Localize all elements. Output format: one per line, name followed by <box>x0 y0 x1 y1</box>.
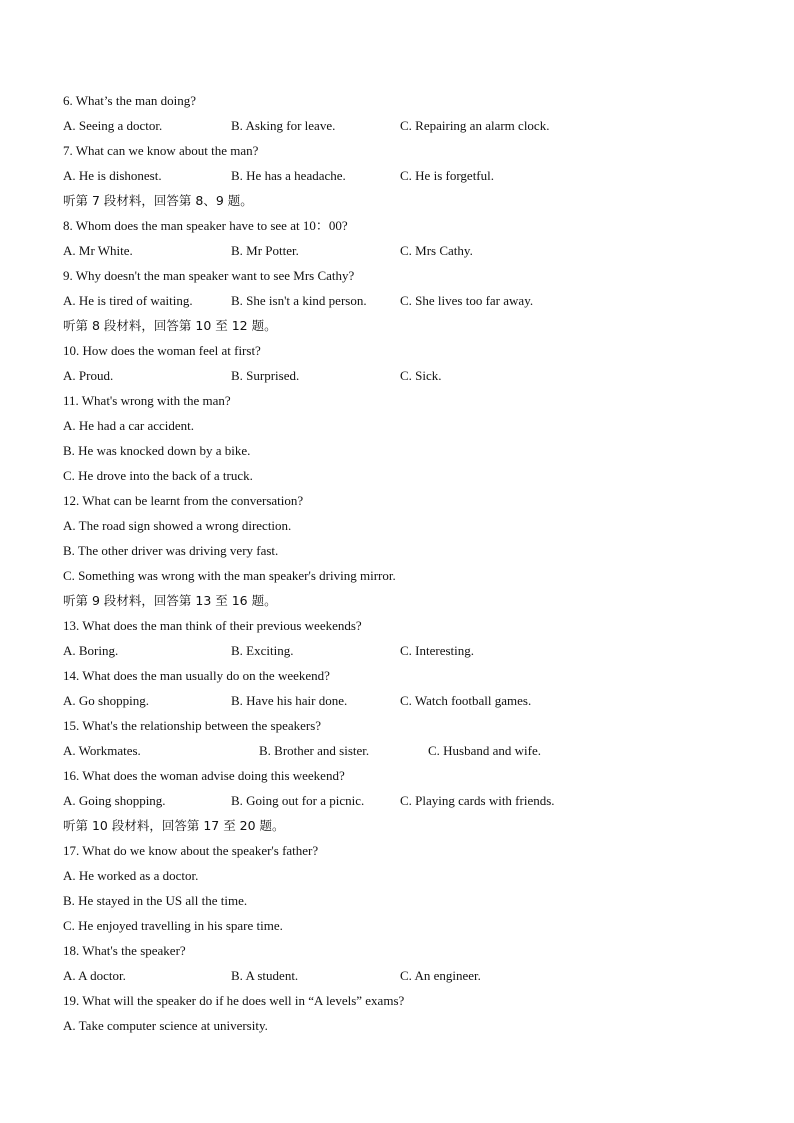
question-stem: 8. Whom does the man speaker have to see at 10：00? <box>63 218 348 233</box>
option-c: C. Interesting. <box>400 643 475 658</box>
option-a: A. He is tired of waiting. <box>63 293 193 308</box>
option-a: A. Take computer science at university. <box>63 1018 268 1033</box>
question-stem: 6. What’s the man doing? <box>63 93 196 108</box>
question-stem: 17. What do we know about the speaker's father? <box>63 843 319 858</box>
options-row <box>63 738 743 763</box>
option-a: A. He had a car accident. <box>63 418 195 433</box>
options-row <box>63 238 743 263</box>
section-instruction: 听第 9 段材料，回答第 13 至 16 题。 <box>63 593 277 608</box>
option-c: C. Playing cards with friends. <box>400 793 555 808</box>
option-b: B. Surprised. <box>231 368 300 383</box>
option-a: A. He worked as a doctor. <box>63 868 199 883</box>
options-row <box>63 963 743 988</box>
options-row <box>63 638 743 663</box>
question-stem: 7. What can we know about the man? <box>63 143 259 158</box>
options-row <box>63 788 743 813</box>
options-row <box>63 163 743 188</box>
option-b: B. Going out for a picnic. <box>231 793 365 808</box>
option-c: C. An engineer. <box>400 968 481 983</box>
exam-page <box>63 88 743 1038</box>
option-a: A. He is dishonest. <box>63 168 162 183</box>
section-instruction: 听第 7 段材料，回答第 8、9 题。 <box>63 193 253 208</box>
options-row <box>63 288 743 313</box>
question-stem: 11. What's wrong with the man? <box>63 393 231 408</box>
options-row <box>63 688 743 713</box>
question-stem: 9. Why doesn't the man speaker want to see Mrs Cathy? <box>63 268 355 283</box>
option-c: C. Mrs Cathy. <box>400 243 473 258</box>
option-a: A. Boring. <box>63 643 119 658</box>
option-b: B. He has a headache. <box>231 168 346 183</box>
option-c: C. He is forgetful. <box>400 168 494 183</box>
option-a: A. Seeing a doctor. <box>63 118 163 133</box>
option-b: B. Asking for leave. <box>231 118 336 133</box>
option-c: C. Something was wrong with the man speaker's driving mirror. <box>63 568 396 583</box>
option-b: B. He stayed in the US all the time. <box>63 893 248 908</box>
options-row <box>63 113 743 138</box>
question-stem: 18. What's the speaker? <box>63 943 186 958</box>
option-c: C. Repairing an alarm clock. <box>400 118 550 133</box>
option-c: C. Watch football games. <box>400 693 532 708</box>
option-b: B. She isn't a kind person. <box>231 293 367 308</box>
question-stem: 10. How does the woman feel at first? <box>63 343 261 358</box>
option-c: C. He enjoyed travelling in his spare time. <box>63 918 283 933</box>
question-stem: 13. What does the man think of their previous weekends? <box>63 618 362 633</box>
option-b: B. Have his hair done. <box>231 693 348 708</box>
option-b: B. Exciting. <box>231 643 294 658</box>
option-b: B. A student. <box>231 968 299 983</box>
question-stem: 19. What will the speaker do if he does well in “A levels” exams? <box>63 993 405 1008</box>
option-c: C. He drove into the back of a truck. <box>63 468 253 483</box>
option-b: B. Brother and sister. <box>259 743 370 758</box>
section-instruction: 听第 8 段材料，回答第 10 至 12 题。 <box>63 318 277 333</box>
option-b: B. The other driver was driving very fast. <box>63 543 279 558</box>
options-row <box>63 363 743 388</box>
question-stem: 12. What can be learnt from the conversation? <box>63 493 304 508</box>
option-c: C. Husband and wife. <box>428 743 542 758</box>
option-a: A. Workmates. <box>63 743 141 758</box>
option-a: A. The road sign showed a wrong direction. <box>63 518 292 533</box>
question-stem: 16. What does the woman advise doing this weekend? <box>63 768 345 783</box>
option-a: A. Going shopping. <box>63 793 166 808</box>
option-b: B. Mr Potter. <box>231 243 299 258</box>
option-c: C. She lives too far away. <box>400 293 534 308</box>
question-stem: 15. What's the relationship between the speakers? <box>63 718 322 733</box>
option-a: A. Mr White. <box>63 243 133 258</box>
option-a: A. Proud. <box>63 368 114 383</box>
option-a: A. Go shopping. <box>63 693 149 708</box>
section-instruction: 听第 10 段材料，回答第 17 至 20 题。 <box>63 818 285 833</box>
question-stem: 14. What does the man usually do on the weekend? <box>63 668 330 683</box>
option-a: A. A doctor. <box>63 968 126 983</box>
option-c: C. Sick. <box>400 368 442 383</box>
option-b: B. He was knocked down by a bike. <box>63 443 251 458</box>
